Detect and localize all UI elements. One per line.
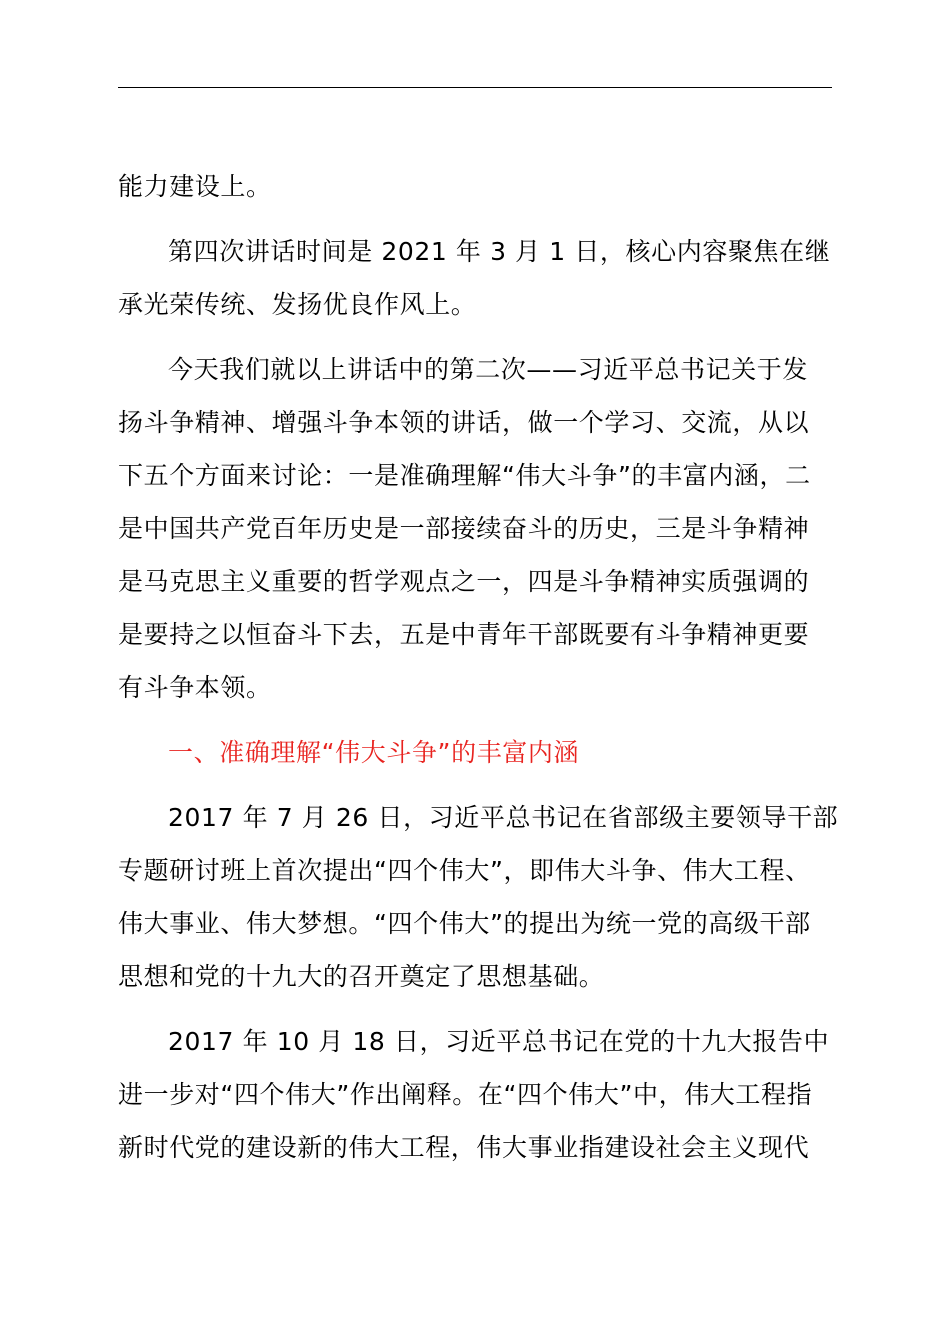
header-rule bbox=[118, 87, 832, 88]
section-heading bbox=[118, 726, 832, 779]
paragraph bbox=[118, 1015, 832, 1174]
paragraph-line: 承光荣传统、发扬优良作风上。 bbox=[118, 290, 477, 319]
paragraph-line: 今天我们就以上讲话中的第二次——习近平总书记关于发 bbox=[168, 355, 809, 384]
section-heading-text: 一、准确理解“伟大斗争”的丰富内涵 bbox=[168, 738, 580, 767]
paragraph bbox=[118, 225, 832, 331]
paragraph-line: 是要持之以恒奋斗下去，五是中青年干部既要有斗争精神更要 bbox=[118, 620, 810, 649]
paragraph bbox=[118, 343, 832, 714]
paragraph-line: 2017 年 10 月 18 日，习近平总书记在党的十九大报告中 bbox=[168, 1027, 830, 1056]
paragraph-line: 思想和党的十九大的召开奠定了思想基础。 bbox=[118, 962, 605, 991]
paragraph-line: 有斗争本领。 bbox=[118, 673, 272, 702]
paragraph-line: 伟大事业、伟大梦想。“四个伟大”的提出为统一党的高级干部 bbox=[118, 909, 811, 938]
paragraph-line: 新时代党的建设新的伟大工程，伟大事业指建设社会主义现代 bbox=[118, 1133, 810, 1162]
paragraph-line: 2017 年 7 月 26 日，习近平总书记在省部级主要领导干部 bbox=[168, 803, 839, 832]
paragraph-line: 专题研讨班上首次提出“四个伟大”，即伟大斗争、伟大工程、 bbox=[118, 856, 811, 885]
paragraph-line: 是马克思主义重要的哲学观点之一，四是斗争精神实质强调的 bbox=[118, 567, 810, 596]
paragraph bbox=[118, 160, 832, 213]
paragraph-line: 下五个方面来讨论：一是准确理解“伟大斗争”的丰富内涵，二 bbox=[118, 461, 811, 490]
paragraph bbox=[118, 791, 839, 1003]
paragraph-line: 进一步对“四个伟大”作出阐释。在“四个伟大”中，伟大工程指 bbox=[118, 1080, 813, 1109]
paragraph-line: 是中国共产党百年历史是一部接续奋斗的历史，三是斗争精神 bbox=[118, 514, 810, 543]
document-body bbox=[118, 160, 839, 1174]
paragraph-line: 能力建设上。 bbox=[118, 172, 272, 201]
paragraph-line: 扬斗争精神、增强斗争本领的讲话，做一个学习、交流，从以 bbox=[118, 408, 810, 437]
paragraph-line: 第四次讲话时间是 2021 年 3 月 1 日，核心内容聚焦在继 bbox=[168, 237, 831, 266]
